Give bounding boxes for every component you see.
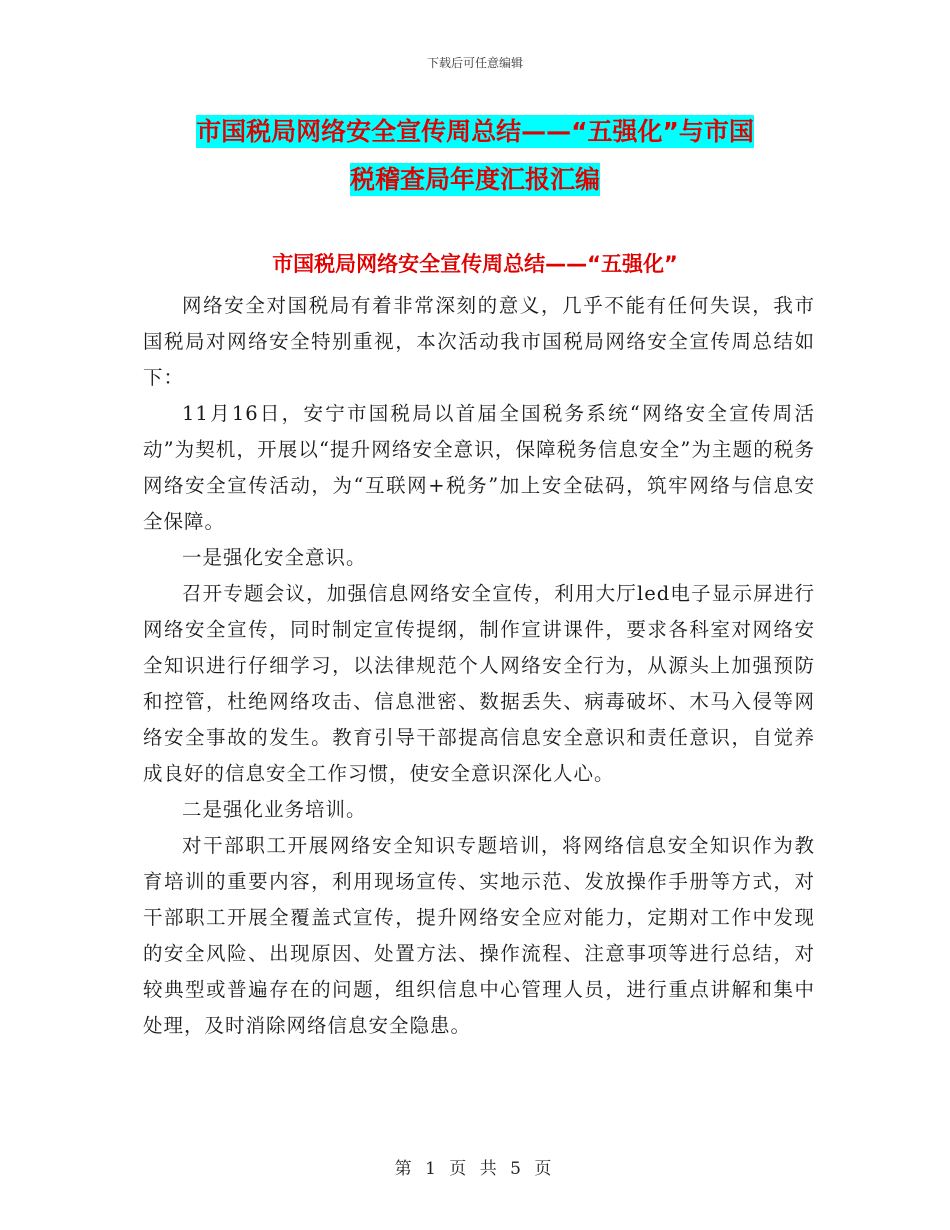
header-note: 下载后可任意编辑 — [426, 56, 523, 70]
document-title-line-2: 税稽查局年度汇报汇编 — [349, 165, 600, 194]
document-title — [140, 108, 810, 204]
paragraph: 召开专题会议，加强信息网络安全宣传，利用大厅led电子显示屏进行网络安全宣传，同时制定宣传提纲，制作宣讲课件，要求各科室对网络安全知识进行仔细学习，以法律规范个人网络安全行为，从源头上加强预防和控管，杜绝网络攻击、信息泄密、数据丢失、病毒破坏、木马入侵等网络安全事故的发生。教育引导干部提高信息安全意识和责任意识，自觉养成良好的信息安全工作习惯，使安全意识深化人心。 — [143, 582, 815, 785]
paragraph: 11月16日，安宁市国税局以首届全国税务系统“网络安全宣传周活动”为契机，开展以“提升网络安全意识，保障税务信息安全”为主题的税务网络安全宣传活动，为“互联网+税务”加上安全砝码，筑牢网络与信息安全保障。 — [143, 402, 815, 533]
page-footer: 第 1 页 共 5 页 — [394, 1159, 556, 1179]
document-title-line-1: 市国税局网络安全宣传周总结——“五强化”与市国 — [196, 117, 754, 146]
paragraph: 对干部职工开展网络安全知识专题培训，将网络信息安全知识作为教育培训的重要内容，利用现场宣传、实地示范、发放操作手册等方式，对干部职工开展全覆盖式宣传，提升网络安全应对能力，定期对工作中发现的安全风险、出现原因、处置方法、操作流程、注意事项等进行总结，对较典型或普遍存在的问题，组织信息中心管理人员，进行重点讲解和集中处理，及时消除网络信息安全隐患。 — [143, 834, 815, 1037]
paragraph-heading: 二是强化业务培训。 — [182, 798, 367, 821]
document-body — [143, 288, 815, 1044]
paragraph: 网络安全对国税局有着非常深刻的意义，几乎不能有任何失误，我市国税局对网络安全特别重视，本次活动我市国税局网络安全宣传周总结如下： — [143, 294, 815, 389]
paragraph-heading: 一是强化安全意识。 — [182, 546, 367, 569]
section-title: 市国税局网络安全宣传周总结——“五强化” — [272, 252, 678, 276]
